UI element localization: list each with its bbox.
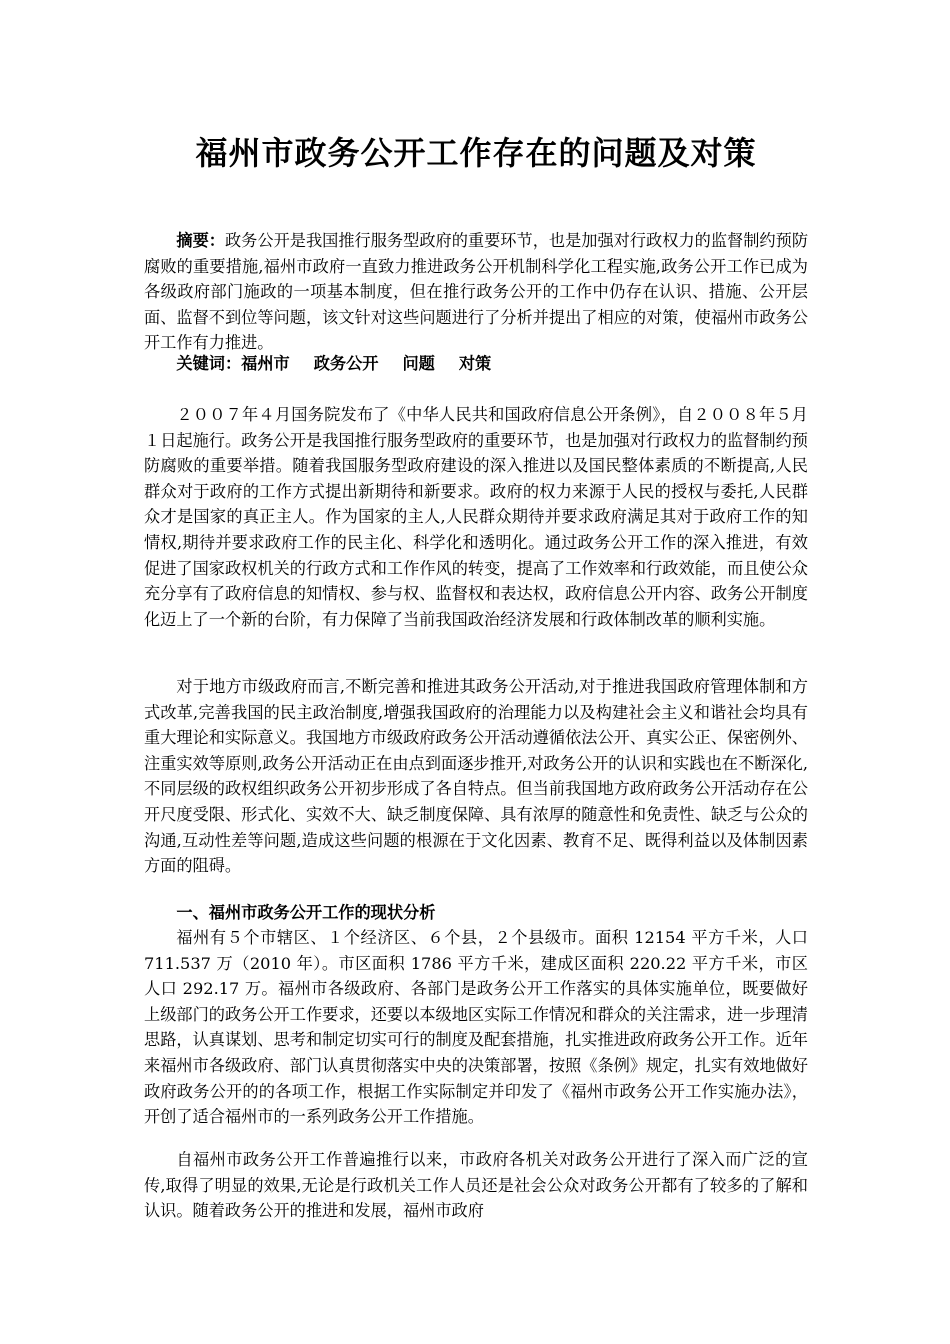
paragraph: 福州有５个市辖区、１个经济区、６个县，２个县级市。面积 12154 平方千米，人口 711.537 万（2010 年）。市区面积 1786 平方千米，建成区面积 220.22 平方千米，市区人口 292.17 万。福州市各级政府、各部门是政务公开工作落实的具体实施单位，既要做好上级部门的政务公开工作要求，还要以本级地区实际工作情况和群众的关注需求，进一步理清思路，认真谋划、思考和制定切实可行的制度及配套措施，扎实推进政府政务公开工作。近年来福州市各级政府、部门认真贯彻落实中央的决策部署，按照《条例》规定，扎实有效地做好政府政务公开的的各项工作，根据工作实际制定并印发了《福州市政务公开工作实施办法》，开创了适合福州市的一系列政务公开工作措施。 — [144, 928, 808, 1127]
keywords-label: 关键词： — [176, 354, 242, 373]
abstract-text: 政务公开是我国推行服务型政府的重要环节，也是加强对行政权力的监督制约预防腐败的重要措施,福州市政府一直致力推进政务公开机制科学化工程实施,政务公开工作已成为各级政府部门施政的一项基本制度，但在推行政务公开的工作中仍存在认识、措施、公开层面、监督不到位等问题，该文针对这些问题进行了分析并提出了相应的对策，使福州市政务公开工作有力推进。 — [144, 231, 809, 353]
paragraph: ２００７年４月国务院发布了《中华人民共和国政府信息公开条例》，自２００８年５月１日起施行。政务公开是我国推行服务型政府的重要环节，也是加强对行政权力的监督制约预防腐败的重要举措。随着我国服务型政府建设的深入推进以及国民整体素质的不断提高,人民群众对于政府的工作方式提出新期待和新要求。政府的权力来源于人民的授权与委托,人民群众才是国家的真正主人。作为国家的主人,人民群众期待并要求政府满足其对于政府工作的知情权,期待并要求政府工作的民主化、科学化和透明化。通过政务公开工作的深入推进，有效促进了国家政权机关的行政方式和工作作风的转变，提高了工作效率和行政效能，而且使公众充分享有了政府信息的知情权、参与权、监督权和表达权，政府信息公开内容、政务公开制度化迈上了一个新的台阶，有力保障了当前我国政治经济发展和行政体制改革的顺利实施。 — [144, 405, 808, 629]
paragraph: 自福州市政务公开工作普遍推行以来，市政府各机关对政务公开进行了深入而广泛的宣传,取得了明显的效果,无论是行政机关工作人员还是社会公众对政务公开都有了较多的了解和认识。随着政务公开的推进和发展，福州市政府 — [144, 1150, 808, 1221]
keyword: 政务公开 — [313, 354, 379, 373]
keyword: 对策 — [458, 354, 492, 373]
abstract-label: 摘要： — [176, 231, 225, 250]
keyword: 问题 — [402, 354, 435, 373]
document-title: 福州市政务公开工作存在的问题及对策 — [195, 134, 757, 172]
paragraph: 对于地方市级政府而言,不断完善和推进其政务公开活动,对于推进我国政府管理体制和方式改革,完善我国的民主政治制度,增强我国政府的治理能力以及构建社会主义和谐社会均具有重大理论和实际意义。我国地方市级政府政务公开活动遵循依法公开、真实公正、保密例外、注重实效等原则,政务公开活动正在由点到面逐步推开,对政务公开的认识和实践也在不断深化,不同层级的政权组织政务公开初步形成了各自特点。但当前我国地方政府政务公开活动存在公开尺度受限、形式化、实效不大、缺乏制度保障、具有浓厚的随意性和免责性、缺乏与公众的沟通,互动性差等问题,造成这些问题的根源在于文化因素、教育不足、既得利益以及体制因素方面的阻碍。 — [144, 677, 808, 876]
keyword: 福州市 — [241, 354, 290, 373]
section-heading: 一、福州市政务公开工作的现状分析 — [176, 903, 436, 922]
abstract — [144, 228, 808, 356]
keywords — [144, 351, 808, 377]
